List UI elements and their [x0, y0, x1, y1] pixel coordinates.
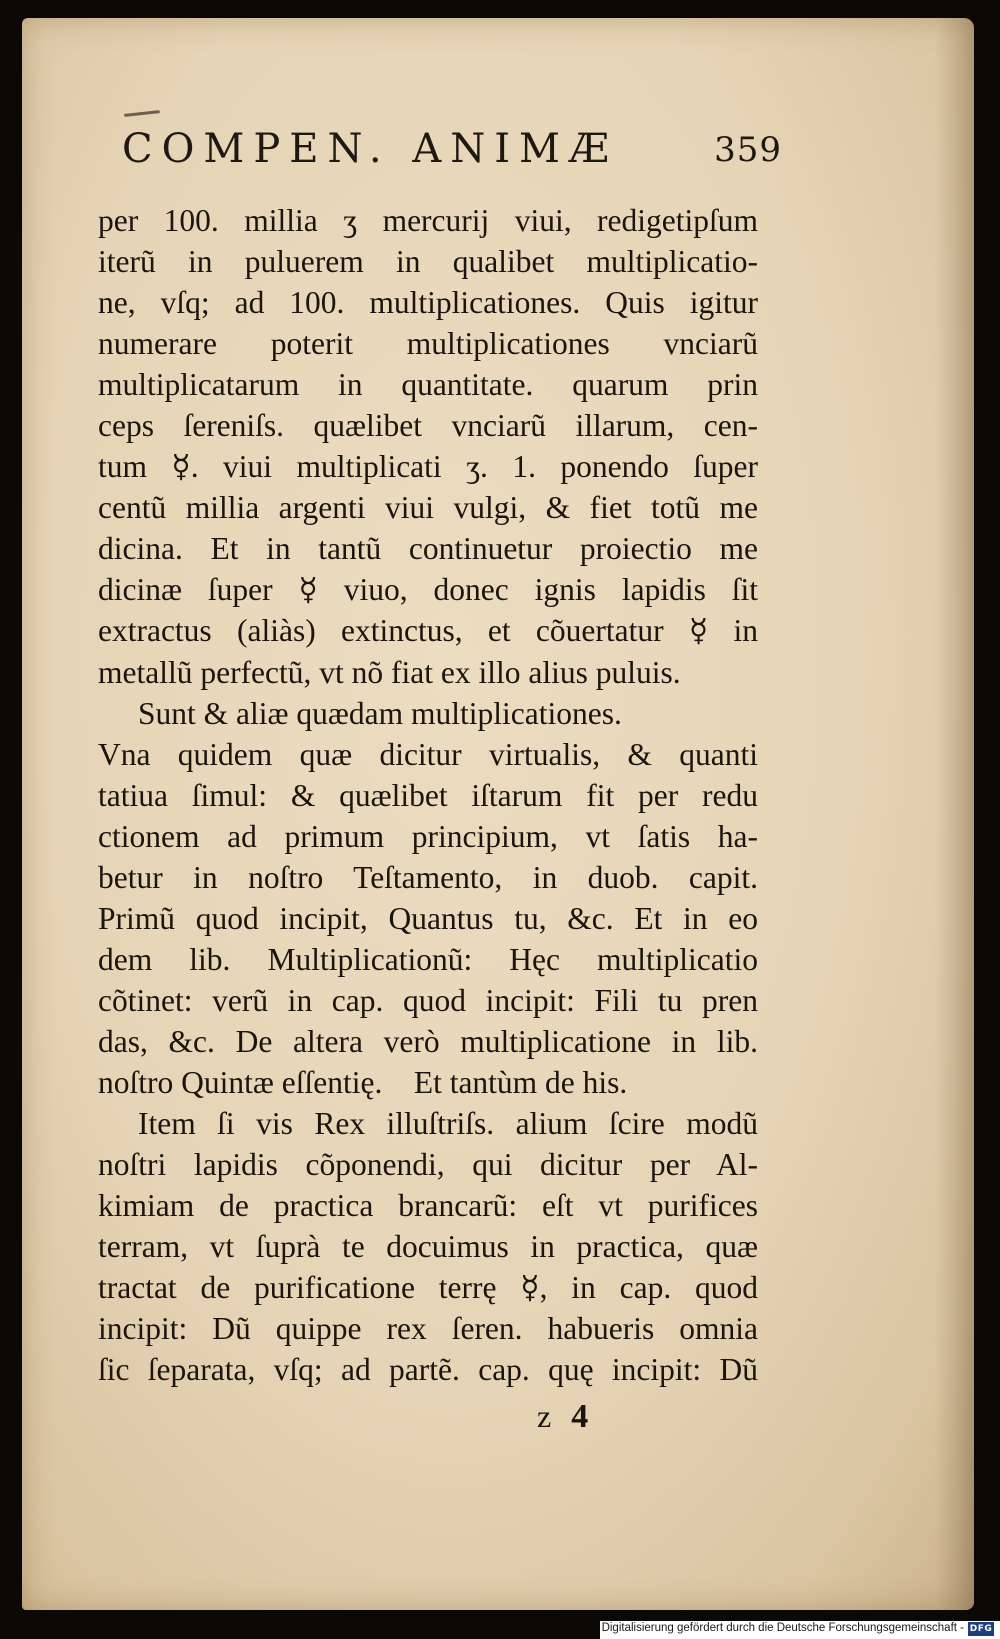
text-line: incipit: Dũ quippe rex ſeren. habueris omnia [98, 1311, 758, 1347]
text-line: noſtro Quintæ eſſentię. Et tantùm de his. [98, 1064, 628, 1100]
text-line: tum ☿. viui multiplicati ʒ. 1. ponendo ſuper [98, 449, 758, 485]
signature-mark [537, 1398, 594, 1436]
text-line: Primũ quod incipit, Quantus tu, &c. Et in eo [98, 900, 758, 936]
running-head: COMPEN. ANIMÆ [122, 126, 619, 172]
signature-number: 4 [571, 1398, 595, 1435]
page-header [122, 126, 782, 186]
text-line: Vna quidem quæ dicitur virtualis, & quanti [98, 736, 758, 772]
text-line: dem lib. Multiplicationũ: Hęc multiplicatio [98, 941, 758, 977]
text-line: dicinæ ſuper ☿ viuo, donec ignis lapidis ſit [98, 572, 758, 608]
text-line: betur in noſtro Teſtamento, in duob. capit. [98, 859, 758, 895]
text-line: kimiam de practica brancarũ: eſt vt purifices [98, 1188, 758, 1224]
signature-letter: z [537, 1398, 558, 1434]
text-line: metallũ perfectũ, vt nõ fiat ex illo alius puluis. [98, 654, 681, 690]
dfg-logo-icon: DFG [969, 1624, 993, 1634]
text-line: dicina. Et in tantũ continuetur proiectio me [98, 531, 758, 567]
text-line: tractat de purificatione terrę ☿, in cap. quod [98, 1270, 758, 1306]
digitization-credit: Digitalisierung gefördert durch die Deutsche Forschungsgemeinschaft - [601, 1622, 964, 1634]
page-number: 359 [714, 130, 782, 170]
text-line: ctionem ad primum principium, vt ſatis ha- [98, 818, 758, 854]
text-line: numerare poterit multiplicationes vnciarũ [98, 326, 758, 362]
text-line: terram, vt ſuprà te docuimus in practica, quæ [98, 1229, 758, 1265]
text-line: multiplicatarum in quantitate. quarum prin [98, 367, 758, 403]
body-text-block [98, 200, 758, 1390]
text-line: das, &c. De altera verò multiplicatione in lib. [98, 1023, 758, 1059]
text-line: Sunt & aliæ quædam multiplicationes. [138, 695, 622, 731]
text-line: noſtri lapidis cõponendi, qui dicitur per Al- [98, 1147, 758, 1183]
text-line: ſic ſeparata, vſq; ad partẽ. cap. quę incipit: Dũ [98, 1352, 758, 1388]
book-page [22, 18, 974, 1610]
text-line: ceps ſereniſs. quælibet vnciarũ illarum, cen- [98, 408, 758, 444]
text-line: centũ millia argenti viui vulgi, & fiet totũ me [98, 490, 758, 526]
text-line: cõtinet: verũ in cap. quod incipit: Fili tu pren [98, 982, 758, 1018]
text-line: iterũ in puluerem in qualibet multiplicatio- [98, 244, 758, 280]
text-line: tatiua ſimul: & quælibet iſtarum fit per redu [98, 777, 758, 813]
text-line: per 100. millia ʒ mercurij viui, redigetipſum [98, 203, 758, 238]
text-line: extractus (aliàs) extinctus, et cõuertatur ☿ in [98, 613, 758, 649]
text-line: ne, vſq; ad 100. multiplicationes. Quis igitur [98, 285, 758, 321]
text-line: Item ſi vis Rex illuſtriſs. alium ſcire modũ [138, 1106, 758, 1142]
header-ornament-mark [124, 110, 160, 117]
